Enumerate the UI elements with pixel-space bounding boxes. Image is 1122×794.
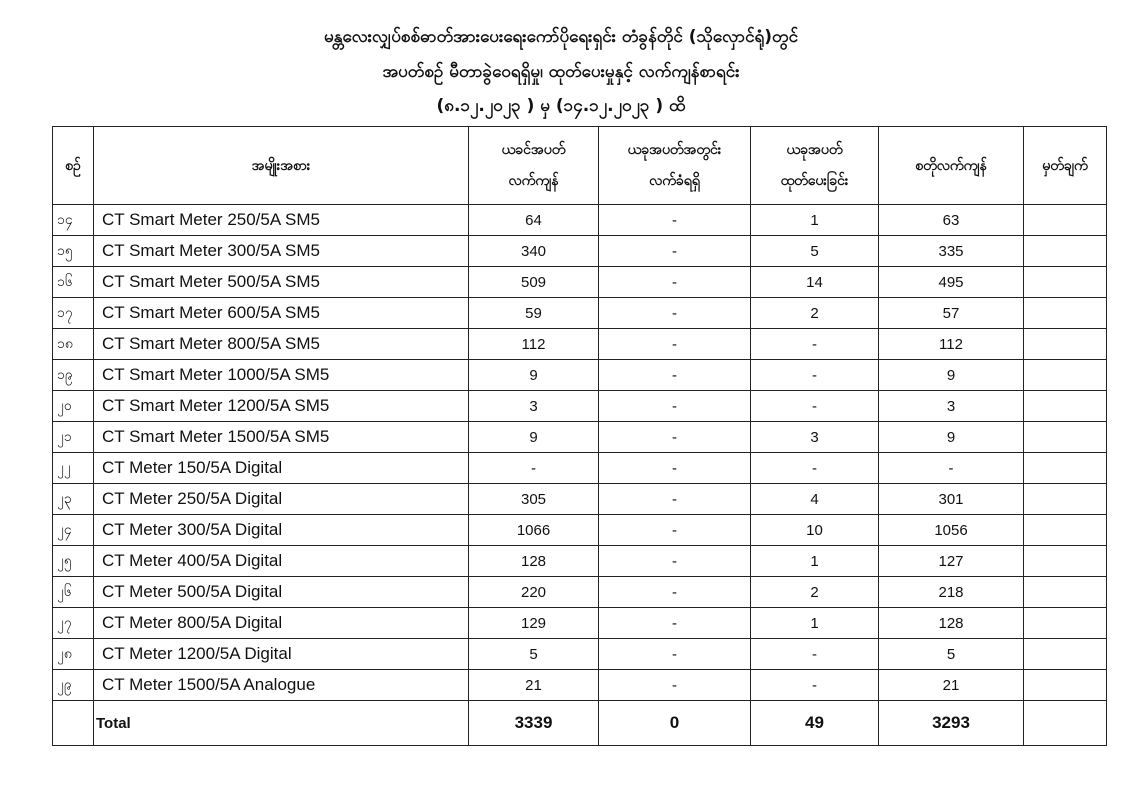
row-balance: 21 <box>879 670 1024 701</box>
row-opening: 9 <box>469 360 599 391</box>
row-remark <box>1024 422 1107 453</box>
row-item: CT Meter 300/5A Digital <box>94 515 469 546</box>
row-item: CT Meter 400/5A Digital <box>94 546 469 577</box>
table-row <box>53 236 1107 267</box>
row-no: ၂၆ <box>53 577 94 608</box>
table-row <box>53 546 1107 577</box>
row-balance: 112 <box>879 329 1024 360</box>
total-remark-cell <box>1024 701 1107 746</box>
row-issued: - <box>751 453 879 484</box>
row-no: ၂၈ <box>53 639 94 670</box>
row-no: ၁၉ <box>53 360 94 391</box>
header-item: အမျိုးအစား <box>94 127 469 205</box>
row-item: CT Smart Meter 1500/5A SM5 <box>94 422 469 453</box>
row-issued: 10 <box>751 515 879 546</box>
table-row <box>53 453 1107 484</box>
row-no: ၂၉ <box>53 670 94 701</box>
table-row <box>53 205 1107 236</box>
row-balance: 9 <box>879 360 1024 391</box>
row-item: CT Smart Meter 600/5A SM5 <box>94 298 469 329</box>
row-no: ၁၄ <box>53 205 94 236</box>
row-balance: 5 <box>879 639 1024 670</box>
row-issued: 1 <box>751 205 879 236</box>
row-no: ၁၇ <box>53 298 94 329</box>
row-received: - <box>599 577 751 608</box>
row-opening: 112 <box>469 329 599 360</box>
total-received: 0 <box>599 701 751 746</box>
row-remark <box>1024 515 1107 546</box>
row-item: CT Meter 150/5A Digital <box>94 453 469 484</box>
table-row <box>53 577 1107 608</box>
row-received: - <box>599 205 751 236</box>
table-row <box>53 608 1107 639</box>
header-issued-line2: ထုတ်ပေးခြင်း <box>780 172 849 189</box>
row-opening: 21 <box>469 670 599 701</box>
row-balance: 335 <box>879 236 1024 267</box>
row-balance: 301 <box>879 484 1024 515</box>
row-opening: 305 <box>469 484 599 515</box>
row-remark <box>1024 298 1107 329</box>
table-row <box>53 422 1107 453</box>
header-remark: မှတ်ချက် <box>1024 127 1107 205</box>
total-no-cell <box>53 701 94 746</box>
table-row <box>53 267 1107 298</box>
row-item: CT Meter 800/5A Digital <box>94 608 469 639</box>
row-opening: - <box>469 453 599 484</box>
table-row <box>53 515 1107 546</box>
report-title-line-2: အပတ်စဉ် မီတာခွဲဝေရရှိမှု၊ ထုတ်ပေးမှုနှင့် လက်ကျန်စာရင်း <box>382 62 740 82</box>
row-issued: - <box>751 360 879 391</box>
row-no: ၂၄ <box>53 515 94 546</box>
meter-stock-table <box>52 126 1107 746</box>
row-remark <box>1024 577 1107 608</box>
row-remark <box>1024 267 1107 298</box>
row-received: - <box>599 608 751 639</box>
header-issued <box>751 127 879 205</box>
report-title-line-1: မန္တလေးလျှပ်စစ်ဓာတ်အားပေးရေးကော်ပိုရေးရှင်း တံခွန်တိုင် (သိုလှောင်ရုံ)တွင် <box>323 27 799 47</box>
row-issued: - <box>751 670 879 701</box>
table-row <box>53 360 1107 391</box>
row-received: - <box>599 422 751 453</box>
row-issued: 4 <box>751 484 879 515</box>
row-issued: 2 <box>751 298 879 329</box>
row-no: ၂၀ <box>53 391 94 422</box>
row-item: CT Smart Meter 300/5A SM5 <box>94 236 469 267</box>
row-opening: 220 <box>469 577 599 608</box>
header-issued-line1: ယခုအပတ် <box>786 141 843 158</box>
row-remark <box>1024 453 1107 484</box>
row-no: ၁၅ <box>53 236 94 267</box>
table-row <box>53 484 1107 515</box>
row-received: - <box>599 298 751 329</box>
row-issued: 1 <box>751 608 879 639</box>
row-item: CT Smart Meter 250/5A SM5 <box>94 205 469 236</box>
row-remark <box>1024 236 1107 267</box>
row-no: ၂၂ <box>53 453 94 484</box>
total-row <box>53 701 1107 746</box>
table-row <box>53 391 1107 422</box>
row-opening: 340 <box>469 236 599 267</box>
header-no: စဉ် <box>53 127 94 205</box>
row-balance: 1056 <box>879 515 1024 546</box>
header-opening-line1: ယခင်အပတ် <box>501 141 566 158</box>
row-remark <box>1024 329 1107 360</box>
row-item: CT Meter 250/5A Digital <box>94 484 469 515</box>
table-header-row <box>53 127 1107 205</box>
row-balance: 218 <box>879 577 1024 608</box>
row-item: CT Meter 1200/5A Digital <box>94 639 469 670</box>
row-item: CT Smart Meter 800/5A SM5 <box>94 329 469 360</box>
total-label: Total <box>94 701 469 746</box>
header-received <box>599 127 751 205</box>
row-received: - <box>599 546 751 577</box>
row-balance: 127 <box>879 546 1024 577</box>
row-no: ၂၃ <box>53 484 94 515</box>
row-received: - <box>599 484 751 515</box>
row-opening: 64 <box>469 205 599 236</box>
row-no: ၂၁ <box>53 422 94 453</box>
row-item: CT Smart Meter 1200/5A SM5 <box>94 391 469 422</box>
row-remark <box>1024 391 1107 422</box>
row-remark <box>1024 546 1107 577</box>
row-issued: 14 <box>751 267 879 298</box>
header-opening <box>469 127 599 205</box>
row-received: - <box>599 670 751 701</box>
row-received: - <box>599 360 751 391</box>
row-opening: 128 <box>469 546 599 577</box>
row-remark <box>1024 360 1107 391</box>
row-balance: 63 <box>879 205 1024 236</box>
row-issued: 5 <box>751 236 879 267</box>
header-balance: စတိုလက်ကျန် <box>879 127 1024 205</box>
row-remark <box>1024 484 1107 515</box>
row-balance: 128 <box>879 608 1024 639</box>
table-row <box>53 329 1107 360</box>
row-item: CT Smart Meter 500/5A SM5 <box>94 267 469 298</box>
row-received: - <box>599 639 751 670</box>
row-issued: 1 <box>751 546 879 577</box>
row-item: CT Meter 1500/5A Analogue <box>94 670 469 701</box>
row-issued: - <box>751 391 879 422</box>
row-balance: 3 <box>879 391 1024 422</box>
row-balance: 495 <box>879 267 1024 298</box>
row-item: CT Meter 500/5A Digital <box>94 577 469 608</box>
row-remark <box>1024 639 1107 670</box>
row-balance: 9 <box>879 422 1024 453</box>
row-item: CT Smart Meter 1000/5A SM5 <box>94 360 469 391</box>
row-no: ၂၇ <box>53 608 94 639</box>
row-balance: - <box>879 453 1024 484</box>
row-received: - <box>599 329 751 360</box>
row-received: - <box>599 267 751 298</box>
row-opening: 9 <box>469 422 599 453</box>
row-issued: - <box>751 329 879 360</box>
total-opening: 3339 <box>469 701 599 746</box>
header-received-line1: ယခုအပတ်အတွင်း <box>627 141 722 158</box>
row-remark <box>1024 670 1107 701</box>
table-row <box>53 639 1107 670</box>
row-opening: 3 <box>469 391 599 422</box>
row-balance: 57 <box>879 298 1024 329</box>
total-balance: 3293 <box>879 701 1024 746</box>
row-issued: 3 <box>751 422 879 453</box>
header-received-line2: လက်ခံရရှိ <box>649 172 700 189</box>
row-issued: 2 <box>751 577 879 608</box>
row-opening: 1066 <box>469 515 599 546</box>
row-opening: 129 <box>469 608 599 639</box>
row-received: - <box>599 236 751 267</box>
row-opening: 5 <box>469 639 599 670</box>
row-opening: 59 <box>469 298 599 329</box>
row-no: ၂၅ <box>53 546 94 577</box>
row-issued: - <box>751 639 879 670</box>
row-no: ၁၈ <box>53 329 94 360</box>
row-remark <box>1024 608 1107 639</box>
header-opening-line2: လက်ကျန် <box>508 172 559 189</box>
report-date-range: (၈.၁၂.၂၀၂၃ ) မှ (၁၄.၁၂.၂၀၂၃ ) ထိ <box>436 96 686 116</box>
total-issued: 49 <box>751 701 879 746</box>
row-remark <box>1024 205 1107 236</box>
table-row <box>53 670 1107 701</box>
row-received: - <box>599 453 751 484</box>
row-received: - <box>599 391 751 422</box>
row-received: - <box>599 515 751 546</box>
row-no: ၁၆ <box>53 267 94 298</box>
row-opening: 509 <box>469 267 599 298</box>
table-row <box>53 298 1107 329</box>
